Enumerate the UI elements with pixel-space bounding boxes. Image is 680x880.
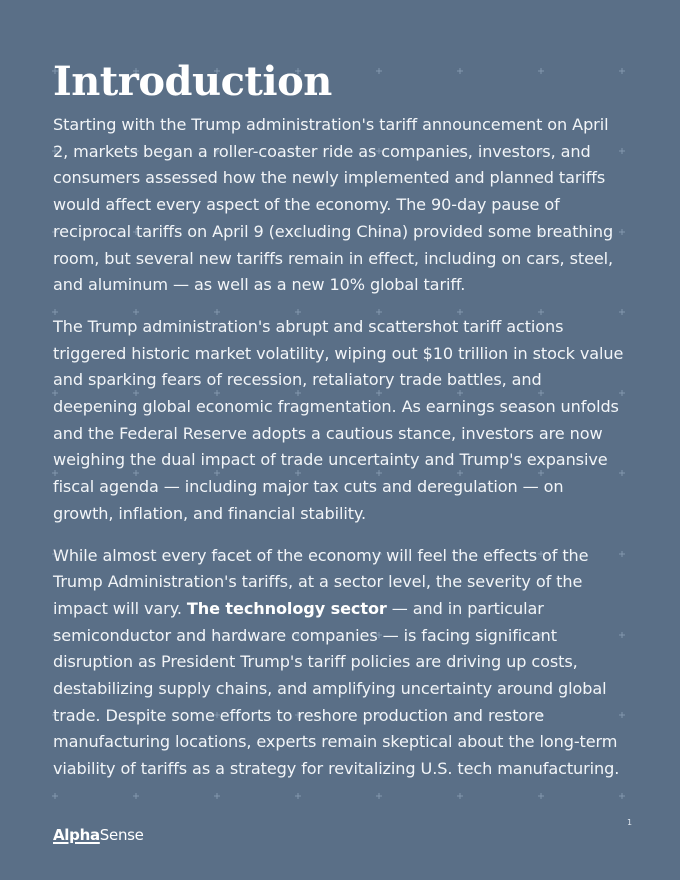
plus-icon (457, 793, 463, 799)
intro-paragraph-1: Starting with the Trump administration's tariff announcement on April 2, markets began a roller-coaster ride as companies, investors, and consumers assessed how the newly implemented and planned tariffs would affect every aspect of the economy. The 90-day pause of reciprocal tariffs on April 9 (excluding China) provided some breathing room, but several new tariffs remain in effect, including on cars, steel, and aluminum — as well as a new 10% global tariff. (53, 115, 614, 295)
intro-paragraph-2: The Trump administration's abrupt and scattershot tariff actions triggered historic market volatility, wiping out $10 trillion in stock value and sparking fears of recession, retaliatory trade battles, and deepening global economic fragmentation. As earnings season unfolds and the Federal Reserve adopts a cautious stance, investors are now weighing the dual impact of trade uncertainty and Trump's expansive fiscal agenda — including major tax cuts and deregulation — on growth, inflation, and financial stability. (53, 316, 624, 523)
plus-icon (295, 793, 301, 799)
logo-alpha: Alpha (53, 826, 100, 844)
page-title: Introduction (53, 58, 332, 105)
logo-sense: Sense (99, 826, 144, 844)
plus-icon (52, 793, 58, 799)
plus-icon (214, 793, 220, 799)
paragraph-3-text-end: — and in particular semiconductor and hardware companies — is facing significant disruption as President Trump's tariff policies are driving up costs, destabilizing supply chains, and amplifying uncertainty around global trade. Despite some efforts to reshore production and restore manufacturing locations, experts remain skeptical about the long-term viability of tariffs as a strategy for revitalizing U.S. tech manufacturing. (53, 598, 620, 779)
plus-icon (133, 793, 139, 799)
main-content (53, 58, 628, 783)
page-number: 1 (627, 818, 633, 827)
paragraph-3-text-start: While almost every facet of the economy will feel the effects of the Trump Administration's tariffs, at a sector level, the severity of the impact will vary. (53, 545, 589, 618)
plus-icon (376, 793, 382, 799)
alphasense-logo (53, 826, 144, 844)
plus-icon (619, 793, 625, 799)
technology-sector-emphasis: The technology sector (186, 598, 387, 618)
plus-icon (538, 793, 544, 799)
intro-paragraph-3 (53, 543, 628, 783)
